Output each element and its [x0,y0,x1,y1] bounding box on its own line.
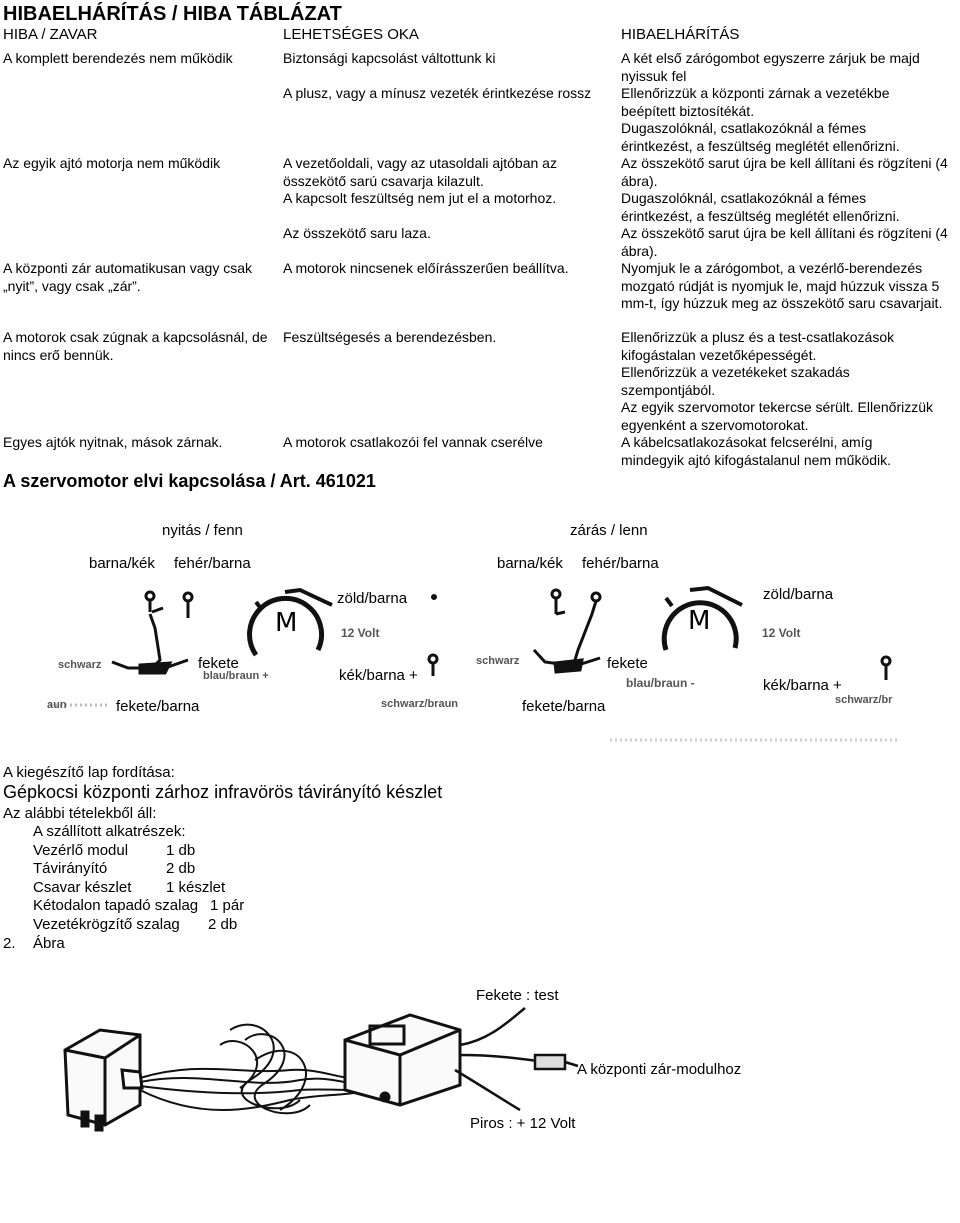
part-qty: 1 pár [210,897,245,914]
table-cell: Az összekötő sarut újra be kell állítani és rögzíteni (4 ábra). [621,225,948,259]
part-qty: 2 db [208,916,238,933]
diagram-title-open: nyitás / fenn [162,522,243,539]
table-cell: Feszültségesés a berendezésben. [283,329,497,345]
part-name: Kétodalon tapadó szalag [33,897,199,914]
figure-label-black: Fekete : test [476,987,559,1004]
wire-label: zöld/barna [763,586,834,603]
table-cell: Az összekötő sarut újra be kell állítani és rögzíteni (4 ábra). [621,155,948,189]
part-name: Távirányító [33,860,108,877]
table-cell: A kábelcsatlakozásokat felcserélni, amíg mindegyik ajtó kifogástalanul nem működik. [621,434,892,468]
table-cell: A motorok nincsenek előírásszerűen beállítva. [283,260,569,276]
wire-label: fekete/barna [116,698,200,715]
page-title: HIBAELHÁRÍTÁS / HIBA TÁBLÁZAT [3,3,342,25]
supplement-title: Gépkocsi központi zárhoz infravörös távirányító készlet [3,782,443,802]
output-wires-icon [455,1008,578,1110]
wire-label: fekete [607,655,648,672]
part-qty: 2 db [166,860,196,877]
table-cell: Az összekötő saru laza. [283,225,431,241]
table-cell: Dugaszolóknál, csatlakozóknál a fémes érintkezést, a feszültség meglétét ellenőrizni. [621,190,900,224]
stamp-text: 12 Volt [341,626,380,640]
plus-terminal-icon [882,657,890,680]
supplement-intro: A kiegészítő lap fordítása: [3,764,175,781]
list-number: 1. [3,823,16,840]
stamp-text: schwarz/braun [381,698,459,710]
part-name: Vezérlő modul [33,842,129,859]
table-cell: Az egyik ajtó motorja nem működik [3,155,221,171]
part-qty: 1 készlet [166,879,226,896]
figure-label-red: Piros : + 12 Volt [470,1115,576,1132]
stamp-text: blau/braun - [626,676,695,690]
column-header-cause: LEHETSÉGES OKA [283,26,419,43]
table-cell: Egyes ajtók nyitnak, mások zárnak. [3,434,223,450]
table-cell: A központi zár automatikusan vagy csak „nyit”, vagy csak „zár”. [3,260,253,294]
wire-label: fekete [198,655,239,672]
list-item: A szállított alkatrészek: [33,823,186,840]
wire-label: kék/barna + [339,667,418,684]
table-cell: A motorok csak zúgnak a kapcsolásnál, de nincs erő bennük. [3,329,268,363]
supplement-consists: Az alábbi tételekből áll: [3,805,157,822]
part-name: Vezetékrögzítő szalag [33,916,180,933]
figure-label-central: A központi zár-modulhoz [577,1061,742,1078]
table-cell: A plusz, vagy a mínusz vezeték érintkezése rossz [283,85,592,101]
stamp-text: blau/braun + [203,670,269,682]
wire-label: fekete/barna [522,698,606,715]
control-module-icon [345,1015,460,1105]
table-cell: Dugaszolóknál, csatlakozóknál a fémes érintkezést, a feszültség meglétét ellenőrizni. [621,120,900,154]
table-cell: Ellenőrizzük a plusz és a test-csatlakozások kifogástalan vezetőképességét. [621,329,895,363]
switch-contact-icon [552,590,600,660]
cable-bundle-icon [140,1025,360,1114]
wire-label: barna/kék [497,555,563,572]
wire-label: barna/kék [89,555,155,572]
table-cell: Az egyik szervomotor tekercse sérült. Ellenőrizzük egyenként a szervomotorokat. [621,399,933,433]
stamp-text: aun [47,699,67,711]
table-cell: A két első zárógombot egyszerre zárjuk be majd nyissuk fel [621,50,920,84]
list-number: 2. [3,935,16,952]
column-header-fault: HIBA / ZAVAR [3,26,98,43]
table-cell: Nyomjuk le a zárógombot, a vezérlő-berendezés mozgató rúdját is nyomjuk le, majd húzzuk vissza 5 mm-t, így húzzuk meg az összekötő saru csavarjait. [621,260,943,311]
table-cell: A komplett berendezés nem működik [3,50,233,66]
part-qty: 1 db [166,842,196,859]
stamp-text: 12 Volt [762,626,801,640]
table-cell: A kapcsolt feszültség nem jut el a motorhoz. [283,190,557,206]
wire-label: fehér/barna [174,555,251,572]
plus-terminal-icon [429,596,437,677]
stamp-text: schwarz [58,659,102,671]
table-cell: Ellenőrizzük a vezetékeket szakadás szempontjából. [621,364,850,398]
motor-label: M [275,608,298,638]
stamp-text: schwarz [476,655,520,667]
column-header-remedy: HIBAELHÁRÍTÁS [621,26,740,43]
wire-label: fehér/barna [582,555,659,572]
table-cell: A vezetőoldali, vagy az utasoldali ajtóban az összekötő sarú csavarja kilazult. [283,155,557,189]
part-name: Csavar készlet [33,879,132,896]
diagram-title-close: zárás / lenn [570,522,648,539]
table-cell: Ellenőrizzük a központi zárnak a vezetékbe beépített biztosítékát. [621,85,890,119]
list-item: Ábra [33,935,65,952]
switch-contact-icon [146,592,192,668]
wire-label: zöld/barna [337,590,408,607]
receiver-box-icon [65,1030,142,1130]
table-cell: Biztonsági kapcsolást váltottunk ki [283,50,496,66]
motor-label: M [688,606,711,636]
table-cell: A motorok csatlakozói fel vannak cserélve [283,434,543,450]
servo-heading: A szervomotor elvi kapcsolása / Art. 461021 [3,471,376,491]
wire-label: kék/barna + [763,677,842,694]
stamp-text: schwarz/br [835,694,893,706]
